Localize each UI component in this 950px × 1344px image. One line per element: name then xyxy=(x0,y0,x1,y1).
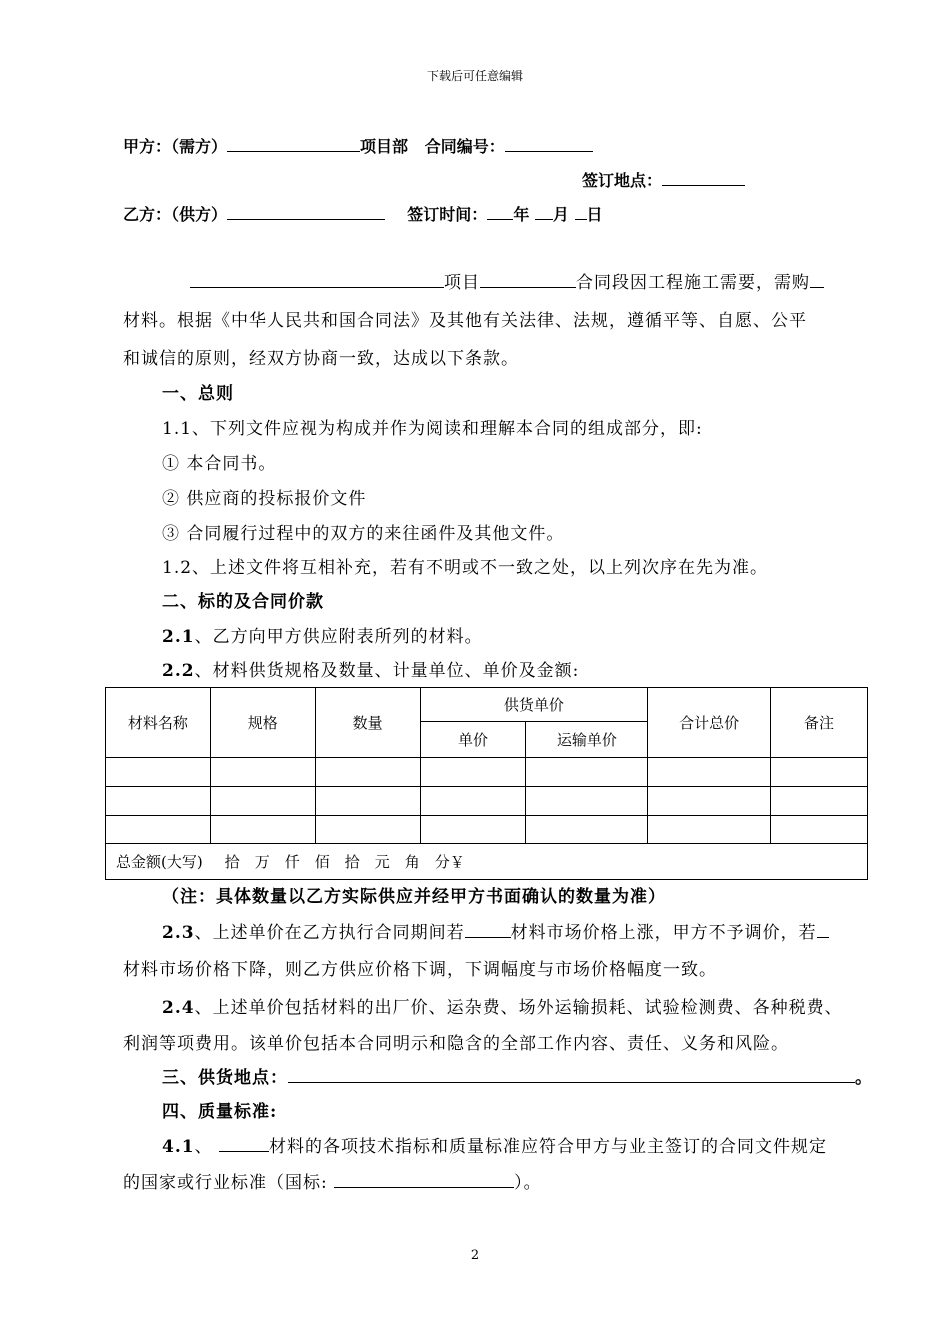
table-header-row xyxy=(106,688,868,722)
clause-2-3-line-2: 材料市场价格下降，则乙方供应价格下调，下调幅度与市场价格幅度一致。 xyxy=(123,960,717,980)
contract-no-label: 合同编号： xyxy=(424,137,505,156)
clause-4-1-sep: 、 xyxy=(194,1137,213,1157)
clause-2-3-text-2: 材料市场价格上涨，甲方不予调价，若 xyxy=(510,923,817,943)
table-cell[interactable] xyxy=(648,758,771,787)
table-cell[interactable] xyxy=(210,787,315,816)
col-supply-price: 供货单价 xyxy=(420,688,648,722)
col-quantity: 数量 xyxy=(315,688,420,758)
table-cell[interactable] xyxy=(420,758,526,787)
national-standard-blank[interactable] xyxy=(334,1172,514,1188)
table-cell[interactable] xyxy=(315,758,420,787)
intro-line-1 xyxy=(190,268,824,293)
clause-2-3-text-1: 、上述单价在乙方执行合同期间若 xyxy=(194,923,465,943)
year-blank[interactable] xyxy=(487,204,513,220)
quantity-note: （注：具体数量以乙方实际供应并经甲方书面确认的数量为准） xyxy=(162,887,666,907)
clause-2-4-line-2: 利润等项费用。该单价包括本合同明示和隐含的全部工作内容、责任、义务和风险。 xyxy=(123,1034,789,1054)
table-cell[interactable] xyxy=(526,758,648,787)
clause-1-1: 1.1、下列文件应视为构成并作为阅读和理解本合同的组成部分，即: xyxy=(162,419,703,439)
table-row xyxy=(106,816,868,844)
party-b-blank[interactable] xyxy=(227,204,385,220)
intro-need-text: 合同段因工程施工需要，需购 xyxy=(576,273,810,293)
table-cell[interactable] xyxy=(420,816,526,844)
section-3-end: 。 xyxy=(855,1068,873,1088)
day-blank[interactable] xyxy=(575,204,587,220)
party-a-label: 甲方：（需方） xyxy=(123,137,228,156)
clause-1-1-item-3: ③ 合同履行过程中的双方的来往函件及其他文件。 xyxy=(162,524,565,544)
clause-2-4-text: 、上述单价包括材料的出厂价、运杂费、场外运输损耗、试验检测费、各种税费、 xyxy=(194,998,843,1018)
clause-2-4 xyxy=(162,993,843,1018)
contract-no-blank[interactable] xyxy=(505,136,593,152)
clause-2-1 xyxy=(162,622,483,647)
page-number: 2 xyxy=(470,1248,480,1263)
section-4-title: 四、质量标准: xyxy=(162,1102,278,1122)
table-cell[interactable] xyxy=(315,816,420,844)
clause-2-4-num: 2.4 xyxy=(162,998,195,1018)
table-row xyxy=(106,758,868,787)
table-cell[interactable] xyxy=(420,787,526,816)
clause-2-1-text: 、乙方向甲方供应附表所列的材料。 xyxy=(194,627,483,647)
price-material-blank-2[interactable] xyxy=(817,922,829,938)
col-total-price: 合计总价 xyxy=(648,688,771,758)
table-cell[interactable] xyxy=(106,816,211,844)
section-3-line xyxy=(162,1063,873,1088)
total-amount-label: 总金额(大写) xyxy=(116,853,203,871)
section-blank[interactable] xyxy=(480,272,576,288)
quality-material-blank[interactable] xyxy=(219,1136,269,1152)
intro-project: 项目 xyxy=(444,273,480,293)
intro-line-3: 和诚信的原则，经双方协商一致，达成以下条款。 xyxy=(123,349,519,369)
section-3-title: 三、供货地点： xyxy=(162,1068,288,1088)
section-1-title: 一、总则 xyxy=(162,384,234,404)
total-amount-cell xyxy=(106,844,868,880)
year-label: 年 xyxy=(513,205,530,224)
materials-table xyxy=(105,687,868,880)
col-remark: 备注 xyxy=(771,688,868,758)
table-cell[interactable] xyxy=(771,787,868,816)
table-cell[interactable] xyxy=(526,787,648,816)
table-total-row xyxy=(106,844,868,880)
clause-4-1-line-2 xyxy=(123,1168,542,1193)
month-blank[interactable] xyxy=(535,204,553,220)
clause-1-1-item-1: ① 本合同书。 xyxy=(162,454,277,474)
delivery-place-blank[interactable] xyxy=(288,1067,855,1083)
col-material-name: 材料名称 xyxy=(106,688,211,758)
clause-2-2-num: 2.2 xyxy=(162,661,195,681)
col-unit-price: 单价 xyxy=(420,722,526,758)
clause-4-1-line-2-a: 的国家或行业标准（国标: xyxy=(123,1173,328,1193)
party-b-line xyxy=(123,202,603,225)
col-transport-price: 运输单价 xyxy=(526,722,648,758)
intro-line-2: 材料。根据《中华人民共和国合同法》及其他有关法律、法规，遵循平等、自愿、公平 xyxy=(123,311,807,331)
table-row xyxy=(106,787,868,816)
table-cell[interactable] xyxy=(648,787,771,816)
table-cell[interactable] xyxy=(526,816,648,844)
clause-2-3-num: 2.3 xyxy=(162,923,195,943)
clause-1-2: 1.2、上述文件将互相补充，若有不明或不一致之处，以上列次序在先为准。 xyxy=(162,558,769,578)
table-cell[interactable] xyxy=(106,758,211,787)
table-cell[interactable] xyxy=(210,758,315,787)
day-label: 日 xyxy=(586,205,603,224)
sign-place-line xyxy=(582,168,745,191)
total-amount-units: 拾 万 仟 佰 拾 元 角 分￥ xyxy=(224,853,465,871)
table-cell[interactable] xyxy=(648,816,771,844)
party-a-blank[interactable] xyxy=(227,136,360,152)
clause-2-1-num: 2.1 xyxy=(162,627,195,647)
table-cell[interactable] xyxy=(771,758,868,787)
page-header: 下载后可任意编辑 xyxy=(426,69,523,83)
table-cell[interactable] xyxy=(315,787,420,816)
clause-4-1-text: 材料的各项技术指标和质量标准应符合甲方与业主签订的合同文件规定 xyxy=(268,1137,827,1157)
sign-place-label: 签订地点： xyxy=(582,171,663,190)
clause-4-1 xyxy=(162,1132,827,1157)
sign-place-blank[interactable] xyxy=(662,170,745,186)
col-spec: 规格 xyxy=(210,688,315,758)
price-material-blank[interactable] xyxy=(465,922,511,938)
party-b-label: 乙方：（供方） xyxy=(123,205,228,224)
project-dept-label: 项目部 xyxy=(360,137,409,156)
table-cell[interactable] xyxy=(106,787,211,816)
party-a-line xyxy=(123,134,593,157)
clause-1-1-item-2: ② 供应商的投标报价文件 xyxy=(162,489,367,509)
sign-time-label: 签订时间： xyxy=(407,205,488,224)
clause-4-1-num: 4.1 xyxy=(162,1137,195,1157)
clause-2-3 xyxy=(162,918,829,943)
table-cell[interactable] xyxy=(771,816,868,844)
clause-2-2-text: 、材料供货规格及数量、计量单位、单价及金额: xyxy=(194,661,580,681)
month-label: 月 xyxy=(552,205,569,224)
clause-2-2 xyxy=(162,656,579,681)
clause-4-1-line-2-b: ）。 xyxy=(514,1173,542,1193)
section-2-title: 二、标的及合同价款 xyxy=(162,592,324,612)
table-cell[interactable] xyxy=(210,816,315,844)
project-name-blank[interactable] xyxy=(190,272,444,288)
material-blank[interactable] xyxy=(810,272,824,288)
